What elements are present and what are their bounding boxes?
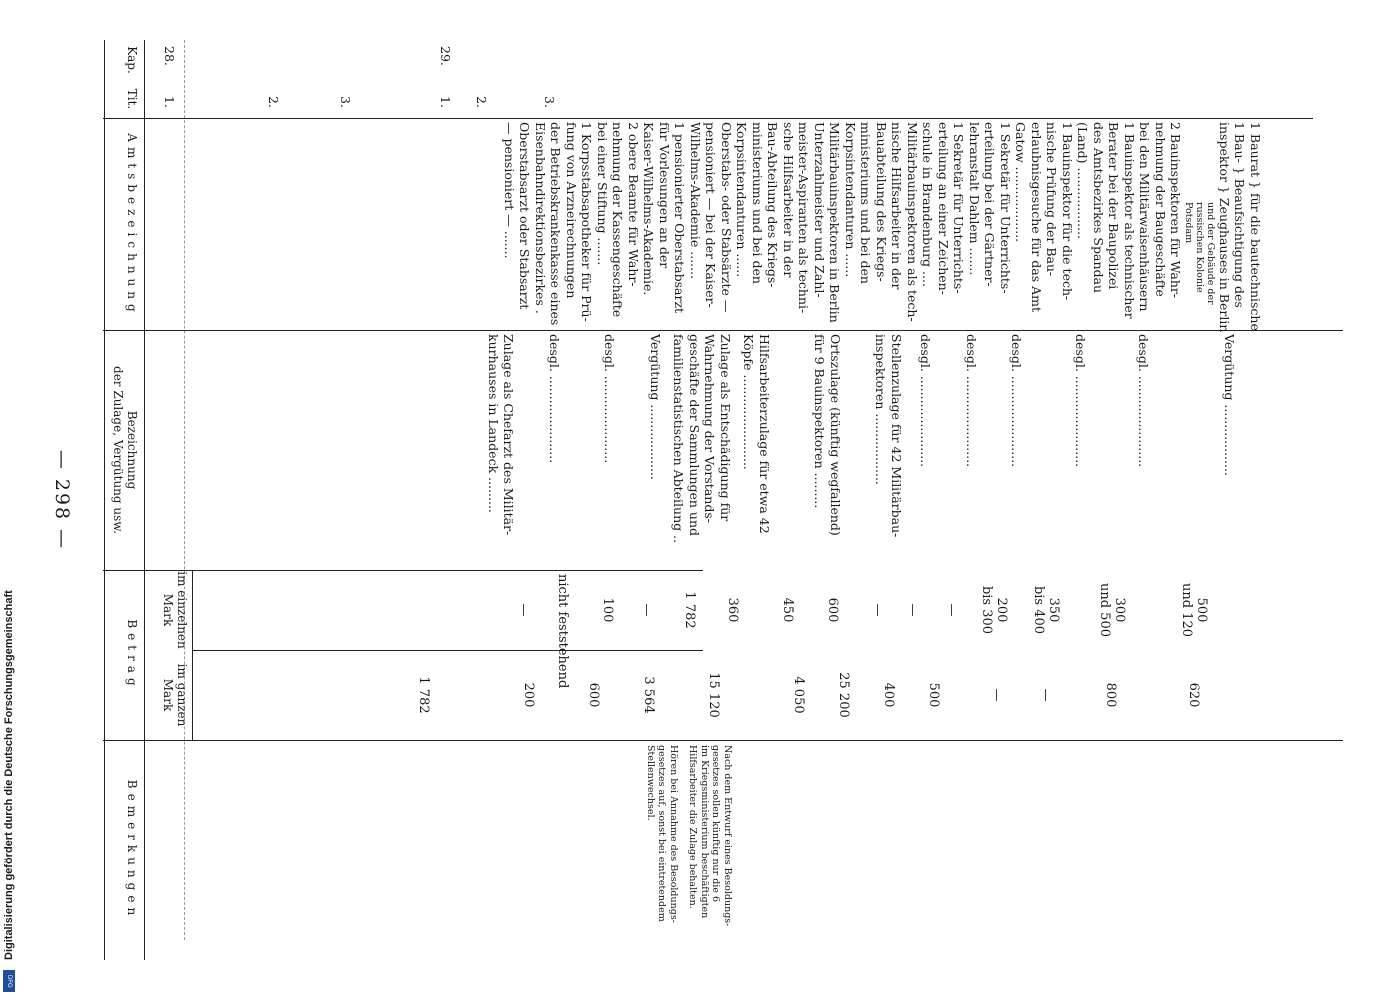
amt-line: 1 pensionierter Oberstabsarzt — [672, 122, 688, 314]
amt-line: Militärbauinspektoren als tech- — [905, 122, 920, 322]
bez-line: Zulage als Entschädigung für — [718, 334, 733, 522]
bez-line: für 9 Bauinspektoren ......... — [812, 334, 828, 509]
bez-line: Wahrnehmung der Vorstands- — [702, 334, 718, 523]
amt-line: fung von Arzneirechnungen — [564, 122, 579, 299]
amt-line: Wilhelms-Akademie ....... — [688, 122, 703, 280]
bez-line: familienstatistischen Abteilung .. — [671, 334, 687, 544]
amt-line: Eisenbahndirektionsbezirkes . — [533, 122, 548, 314]
amt-line: bei den Militärwaisenhäusern — [1137, 122, 1153, 312]
header-amtsbezeichnung: Amtsbezeichnung — [125, 133, 139, 317]
footer-text: Digitalisierung gefördert durch die Deutsche Forschungsgemeinschaft — [3, 590, 15, 960]
amt-line: Potsdam — [1183, 202, 1195, 244]
ganzen-value: 3 564 — [641, 676, 656, 714]
bez-line: Zulage als Chefarzt des Militär- — [501, 334, 517, 536]
ganzen-value: — — [1038, 688, 1053, 702]
amtsbezeichnung-column — [502, 122, 1264, 333]
amt-line: Unterzahlmeister und Zahl- — [812, 122, 827, 298]
bez-line: desgl. ....................... — [1136, 334, 1152, 468]
amt-line: Berater bei der Baupolizei — [1106, 122, 1122, 290]
einzelnen-value: 300 — [1112, 597, 1127, 623]
amt-line: 2 Bauinspektoren für Wahr- — [1168, 122, 1184, 299]
ganzen-value: 25 200 — [836, 672, 851, 718]
remark-line: gesetzes auf, sonst bei eintretendem — [656, 745, 668, 922]
einzelnen-value: und 500 — [1097, 582, 1112, 637]
titel-28-1: 1. — [162, 96, 177, 108]
bez-line: desgl. ....................... — [918, 334, 934, 468]
amt-line: ministeriums und bei den — [750, 122, 765, 284]
einzelnen-value: 360 — [725, 597, 740, 623]
amt-line: 1 Bauinspektor für die tech- — [1060, 122, 1075, 301]
bez-line: Vergütung ................... — [648, 334, 663, 480]
amt-line: Korpsintendanturen ...... — [734, 122, 750, 278]
amt-line: 1 Sekretär für Unterrichts- — [998, 122, 1013, 294]
amt-line: 1 Bau- } Beaufsichtigung des — [1232, 122, 1248, 308]
bez-line: desgl. ....................... — [1073, 334, 1088, 468]
einzelnen-value: — — [639, 603, 654, 617]
amt-line: nische Prüfung der Bau- — [1044, 122, 1060, 277]
amt-line: — pensioniert — ....... — [502, 122, 517, 259]
titel-28-3: 3. — [338, 96, 353, 108]
amt-line: schule in Brandenburg .... — [920, 122, 936, 287]
betrag-einzelnen-column — [516, 574, 1233, 689]
einzelnen-value: 1 782 — [682, 591, 697, 629]
remark-line: im Kriegsministerium beschäftigten — [699, 745, 710, 919]
ganzen-value: 4 050 — [791, 676, 806, 714]
dfg-logo: DFG — [3, 970, 15, 992]
ganzen-value: 500 — [926, 682, 941, 708]
bez-line: inspektoren .................. — [873, 334, 889, 485]
kap-tit-divider — [103, 118, 193, 119]
amt-line: nehmung der Baugeschäfte — [1153, 122, 1168, 297]
amt-line: erteilung bei der Gärtner- — [982, 122, 998, 287]
einzelnen-value: — — [516, 603, 531, 617]
header-bezeichnung-line2: der Zulage, Vergütung usw. — [111, 366, 125, 534]
bez-line: Stellenzulage für 42 Militärbau- — [889, 334, 904, 538]
amt-line: Oberstabs- oder Stabsärzte — — [719, 122, 734, 313]
amt-line: des Amtsbezirkes Spandau — [1091, 122, 1106, 293]
kapitel-29: 29. — [438, 46, 453, 66]
amt-line: bei einer Stiftung ....... — [595, 122, 610, 266]
header-im-einzelnen — [161, 570, 189, 650]
ganzen-value: — — [989, 688, 1004, 702]
header-mark-ganzen: Mark — [161, 678, 175, 712]
einzelnen-value: 100 — [600, 597, 615, 623]
amt-line: 2 obere Beamte für Wahr- — [626, 122, 641, 287]
bez-line: Köpfe ........................ — [741, 334, 757, 470]
amt-line: ministeriums und bei den — [858, 122, 874, 284]
titel-28-2: 2. — [266, 96, 281, 108]
amt-line: russischen Kolonie — [1194, 202, 1206, 293]
einzelnen-value: 500 — [1194, 597, 1209, 623]
amt-line: meister-Aspiranten als techni- — [796, 122, 812, 314]
amt-divider — [183, 118, 1313, 119]
header-mark-einzelnen: Mark — [161, 593, 175, 627]
header-bezeichnung — [111, 330, 139, 570]
titel-29-3: 3. — [542, 96, 557, 108]
header-im-ganzen — [161, 650, 189, 740]
header-im-einzelnen-text: im einzelnen — [175, 571, 189, 649]
amt-line: 1 Sekretär für Unterrichts- — [951, 122, 967, 294]
bez-line: kurhauses in Landeck ......... — [486, 334, 501, 513]
amt-line: 1 Baurat } für die bautechnische — [1248, 122, 1263, 331]
amt-line: Kaiser-Wilhelms-Akademie. — [641, 122, 657, 296]
einzelnen-value: und 120 — [1179, 582, 1194, 637]
bez-line: Ortszulage (künftig wegfallend) — [828, 334, 843, 536]
einzelnen-value: bis 400 — [1031, 585, 1046, 635]
einzelnen-value: — — [905, 603, 920, 617]
header-betrag: Betrag — [125, 619, 139, 691]
amt-line: 1 Korpsstabsapotheker für Prü- — [579, 122, 595, 322]
ganzen-value: 800 — [1103, 682, 1118, 708]
einzelnen-value: — — [870, 603, 885, 617]
einzelnen-value: 450 — [780, 597, 795, 623]
amt-line: und der Gebäude der — [1205, 202, 1217, 305]
amt-line: (Land) .................. — [1075, 122, 1091, 240]
amt-line: Bauabteilung des Kriegs- — [874, 122, 889, 282]
remarks-divider — [103, 740, 1343, 741]
amt-line: erlaubnisgesuche für das Amt — [1029, 122, 1044, 312]
bez-divider — [103, 330, 1343, 331]
table-top-rule — [104, 40, 105, 960]
amt-line: lehranstalt Dahlem ....... — [967, 122, 982, 276]
page-number: — 298 — — [51, 449, 73, 551]
amt-line: pensioniert — bei der Kaiser- — [703, 122, 719, 308]
einzelnen-value: 200 — [994, 597, 1009, 623]
amt-line: der Betriebskrankenkasse eines — [548, 122, 564, 326]
ganzen-value: 15 120 — [706, 672, 721, 718]
header-tit: Tit. — [125, 88, 139, 110]
bez-line: desgl. ....................... — [1009, 334, 1025, 468]
einzelnen-value: — — [944, 603, 959, 617]
titel-29-2: 2. — [474, 96, 489, 108]
remark-line: Hilfsarbeiter die Zulage behalten. — [687, 745, 699, 909]
bez-line: geschäfte der Sammlungen und — [687, 334, 702, 537]
ganzen-value: 200 — [521, 682, 536, 708]
remark-line: gesetzes sollen künftig nur die 6 — [710, 745, 722, 903]
ganzen-value: 1 782 — [416, 676, 431, 714]
amt-line: nische Hilfsarbeiter in der — [889, 122, 905, 290]
header-bezeichnung-line1: Bezeichnung — [125, 410, 139, 490]
einzelnen-value: nicht feststehend — [555, 574, 570, 689]
header-im-ganzen-text: im ganzen — [175, 663, 189, 727]
amt-line: 1 Bauinspektor als technischer — [1122, 122, 1137, 319]
header-kap: Kap. — [125, 46, 139, 74]
remark-line: Stellenwechsel. — [645, 745, 656, 821]
bemerkungen-column — [645, 745, 734, 955]
betrag-sub-divider — [193, 650, 703, 651]
bez-line: desgl. ...................... — [602, 334, 618, 464]
einzelnen-value: bis 300 — [979, 585, 994, 635]
kap-dash-rule — [184, 40, 185, 940]
header-rule — [144, 40, 145, 960]
betrag-ganzen-column — [416, 654, 1233, 736]
bez-line: desgl. ...................... — [547, 334, 562, 464]
header-bemerkungen: Bemerkungen — [125, 779, 139, 921]
amt-line: für Vorlesungen an der — [657, 122, 672, 269]
bez-line: Hilfsarbeiterzulage für etwa 42 — [757, 334, 772, 534]
amt-line: Militärbauinspektoren in Berlin — [827, 122, 843, 323]
kapitel-28: 28. — [162, 46, 177, 66]
einzelnen-value: 350 — [1046, 597, 1061, 623]
ganzen-value: 620 — [1186, 682, 1201, 708]
betrag-divider — [103, 570, 703, 571]
bez-line: desgl. ....................... — [964, 334, 979, 468]
digitization-footer — [0, 0, 18, 1000]
amt-line: sche Hilfsarbeiter in der — [781, 122, 796, 278]
amt-line: nehmung der Kassengeschäfte — [610, 122, 626, 318]
amt-line: Oberstabsarzt oder Stabsarzt — [517, 122, 533, 310]
betrag-header-rule — [192, 570, 193, 740]
bez-line: Vergütung .................. — [1222, 334, 1237, 476]
amt-line: Korpsintendanturen ...... — [843, 122, 858, 278]
ganzen-value: 600 — [586, 682, 601, 708]
titel-29-1: 1. — [438, 96, 453, 108]
amt-line: erteilung an einer Zeichen- — [936, 122, 951, 295]
ganzen-value: 400 — [881, 682, 896, 708]
amt-line: Bau-Abteilung des Kriegs- — [765, 122, 781, 288]
amt-line: Gatow ................... — [1013, 122, 1029, 243]
amt-line: inspektor } Zeughauses in Berlin — [1217, 122, 1232, 333]
einzelnen-value: 600 — [825, 597, 840, 623]
remark-line: Hören bei Annahme des Besoldungs- — [668, 745, 679, 923]
remark-line: Nach dem Entwurf eines Besoldungs- — [722, 745, 733, 927]
bezeichnung-column — [486, 334, 1264, 568]
